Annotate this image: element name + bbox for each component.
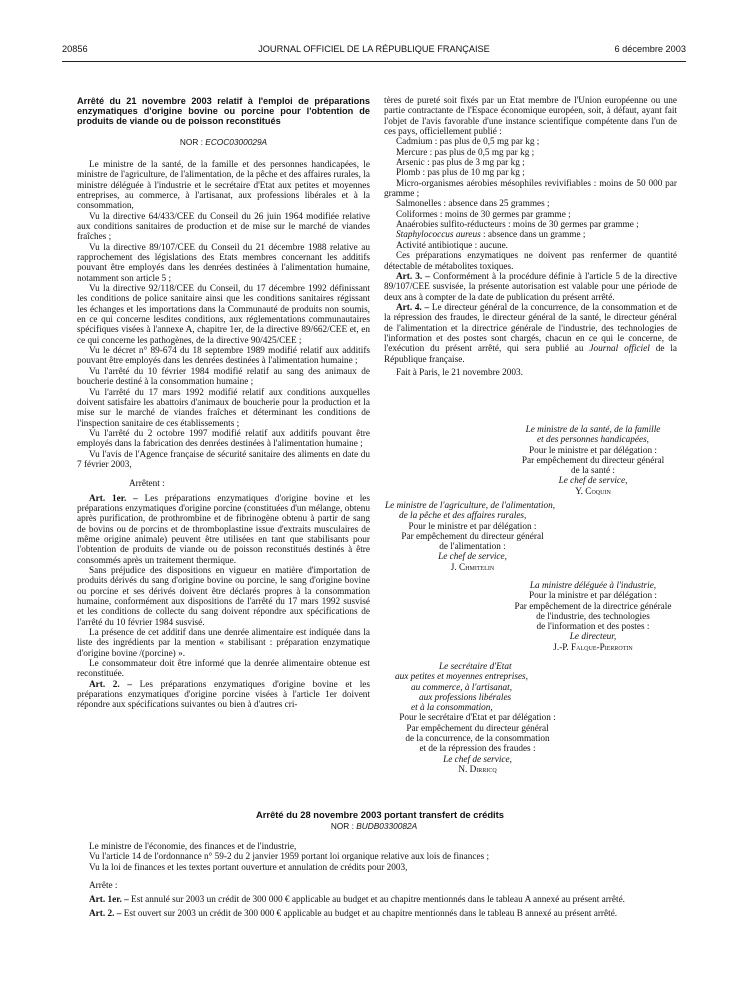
signature-line: Par empêchement du directeur général [406, 723, 549, 734]
journal-title: JOURNAL OFFICIEL DE LA RÉPUBLIQUE FRANÇAISE [258, 44, 490, 54]
signature-line: Le secrétaire d'Etat [439, 662, 512, 672]
article-4: Art. 4. – Le directeur général de la concurrence, de la consommation et de la répression des fraudes, le directeur général de la santé, le directeur général de l'alimentation et la directrice générale de l'industrie, des technologies de l'information et des postes sont chargés, chacun en ce qui le concerne, de l'exécution du présent arrêté, qui sera publié au Journal officiel de la République française. [384, 302, 678, 365]
signature-line: au commerce, à l'artisanat, [411, 682, 513, 693]
spec-toxic: Ces préparations enzymatiques ne doivent pas renfermer de quantité détectable de métabolites toxiques. [384, 251, 677, 272]
signature-line: J.-P. Falque-Pierrotin [553, 642, 633, 653]
spec-item: Anaérobies sulfito-réducteurs : moins de 30 germes par gramme ; [396, 220, 639, 231]
visa-paragraph: Vu la directive 89/107/CEE du Conseil du 21 décembre 1988 relative au rapprochement des législations des Etats membres concernant les additifs pouvant être employés dans les denrées destinées à l'alimentation humaine, notamment son article 5 ; [77, 242, 370, 284]
second-article-1: Art. 1er. – Est annulé sur 2003 un crédit de 300 000 € applicable au budget et au chapitre mentionnés dans le tableau A annexé au présent arrêté. [89, 895, 625, 906]
signature-line: Pour la ministre et par délégation : [529, 591, 657, 602]
spec-item: Micro-organismes aérobies mésophiles revivifiables : moins de 50 000 par gramme ; [384, 178, 677, 200]
signature-line: Le chef de service, [443, 754, 512, 765]
signature-line: de l'alimentation : [439, 542, 506, 553]
spec-item: Plomb : pas plus de 10 mg par kg ; [396, 168, 525, 179]
signature-line: N. Dirricq [458, 764, 497, 775]
article-1: Art. 1er. – Les préparations enzymatiques d'origine bovine et les préparations enzymatiques d'origine porcine (constituées d'un mélange, obtenu après purification, de prothrombine et de fibrinogène obtenu à partir de sang de bovins ou de porcins et de thromboplastine issue d'extraits musculaires de même origine animale) peuvent être utilisées en tant que stabilisants pour l'obtention de produits de viande ou de poisson reconstitués destinés à être consommés après un traitement thermique. [77, 493, 370, 566]
signature-industrie [508, 581, 678, 653]
signature-line: Le ministre de la santé, de la famille [525, 425, 661, 435]
spec-antibiotic: Activité antibiotique : aucune. [396, 240, 508, 251]
signature-line: Par empêchement du directeur général [401, 531, 544, 542]
spec-item: Salmonelles : absence dans 25 grammes ; [396, 199, 550, 210]
signature-secretaire-etat [385, 662, 570, 775]
signature-line: aux petites et moyennes entreprises, [395, 672, 528, 683]
signature-sante [508, 425, 678, 497]
page-header [62, 44, 686, 58]
second-decree [77, 810, 671, 919]
signature-line: La ministre déléguée à l'industrie, [529, 581, 657, 591]
spec-staph: Staphylococcus aureus : absence dans un gramme ; [396, 230, 586, 241]
visa-paragraph: Vu la directive 92/118/CEE du Conseil, du 17 décembre 1992 définissant les conditions de police sanitaire ainsi que les conditions sanitaires régissant les échanges et les importations dans la Communauté de produits non soumis, en ce qui concerne lesdites conditions, aux réglementations communautaires spécifiques visées à l'annexe A, chapitre 1er, de la directive 89/662/CEE et, en ce qui concerne les pathogènes, de la directive 90/425/CEE ; [77, 284, 370, 346]
page-number: 20856 [62, 44, 88, 54]
fait-a-paris: Fait à Paris, le 21 novembre 2003. [396, 367, 523, 378]
left-column [77, 96, 370, 711]
header-rule [62, 61, 686, 62]
signature-line: Pour le ministre et par délégation : [529, 445, 657, 456]
second-visa-3: Vu la loi de finances et les textes portant ouverture et annulation de crédits pour 2003, [89, 862, 408, 873]
article-3: Art. 3. – Conformément à la procédure définie à l'article 5 de la directive 89/107/CEE susvisée, la présente autorisation est valable pour une période de deux ans à compter de la date de publication du présent arrêté. [384, 271, 677, 303]
issue-date: 6 décembre 2003 [614, 44, 686, 54]
signature-line: Pour le ministre et par délégation : [408, 521, 537, 532]
signature-line: de l'industrie, des technologies [536, 611, 650, 622]
visa-paragraph: Vu l'arrêté du 17 mars 1992 modifié relatif aux conditions auxquelles doivent satisfaire les abattoirs d'animaux de boucherie pour la production et la mise sur le marché de viandes fraîches et déterminant les conditions de l'inspection sanitaire de ces établissements ; [77, 387, 370, 429]
signature-line: de l'information et des postes : [536, 622, 650, 633]
signature-line: Y. Coquin [575, 486, 611, 497]
signature-agriculture [385, 501, 560, 573]
second-arrete-heading: Arrête : [89, 881, 118, 892]
signature-line: et des personnes handicapées, [536, 435, 649, 446]
signature-line: Par empêchement de la directrice générale [514, 601, 672, 612]
visa-paragraph: Vu le décret n° 89-674 du 18 septembre 1989 modifié relatif aux additifs pouvant être employés dans les denrées destinées à l'alimentation humaine ; [77, 346, 370, 367]
signature-line: Le directeur, [569, 632, 617, 643]
signature-line: Le ministre de l'agriculture, de l'alimentation, [385, 501, 556, 511]
article-2-continued: tères de pureté soit fixés par un Etat membre de l'Union européenne ou une partie contractante de l'Espace économique européen, soit, à défaut, ayant fait l'objet de l'avis favorable d'une instance scientifique compétente dans l'un de ces pays, officiellement publié : [384, 96, 677, 138]
signature-line: Par empêchement du directeur général [521, 455, 665, 466]
signature-line: J. Chmitelin [450, 562, 495, 573]
signature-line: Pour le secrétaire d'Etat et par délégation : [399, 713, 556, 724]
visa-paragraph: Le ministre de la santé, de la famille et des personnes handicapées, le ministre de l'agriculture, de l'alimentation, de la pêche et des affaires rurales, la ministre déléguée à l'industrie et le secrétaire d'Etat aux petites et moyennes entreprises, au commerce, à l'artisanat, aux professions libérales et à la consommation, [77, 159, 370, 212]
right-column [384, 96, 677, 378]
visa-paragraph: Vu l'arrêté du 2 octobre 1997 modifié relatif aux additifs pouvant être employés dans la fabrication des denrées destinées à l'alimentation humaine ; [77, 428, 370, 450]
signature-line: de la santé : [571, 466, 615, 477]
signature-line: aux professions libérales [419, 692, 512, 703]
signature-line: et à la consommation, [411, 703, 493, 714]
second-decree-title: Arrêté du 28 novembre 2003 portant transfert de crédits [256, 809, 504, 820]
signature-line: de la concurrence, de la consommation [405, 734, 550, 745]
second-visa-2: Vu l'article 14 de l'ordonnance n° 59-2 du 2 janvier 1959 portant loi organique relative aux lois de finances ; [89, 852, 490, 863]
signature-line: Le chef de service, [438, 552, 507, 563]
article-1-para-3: La présence de cet additif dans une denrée alimentaire est indiquée dans la liste des ingrédients par la mention « stabilisant : préparation enzymatique d'origine bovine /(porcine) ». [77, 628, 370, 659]
visa-paragraph: Vu l'arrêté du 10 février 1984 modifié relatif au sang des animaux de boucherie destiné à la consommation humaine ; [77, 366, 370, 388]
spec-item: Coliformes : moins de 30 germes par gramme ; [396, 209, 571, 220]
arrete-heading: Arrêtent : [129, 479, 165, 490]
visa-paragraph: Vu la directive 64/433/CEE du Conseil du 26 juin 1964 modifiée relative aux conditions sanitaires de production et de mise sur le marché de viandes fraîches ; [77, 211, 370, 243]
signature-line: Le chef de service, [558, 476, 628, 487]
article-1-para-4: Le consommateur doit être informé que la denrée alimentaire obtenue est reconstituée. [77, 659, 370, 680]
nor-reference: NOR : ECOC0300029A [179, 136, 268, 147]
visa-list [77, 160, 370, 470]
signature-line: et de la répression des fraudes : [419, 744, 536, 755]
article-2: Art. 2. – Les préparations enzymatiques d'origine bovine et les préparations enzymatiques d'origine porcine visées à l'article 1er doivent répondre aux spécifications suivantes ou bien à d'autres cri- [77, 679, 370, 711]
spec-item: Cadmium : pas plus de 0,5 mg par kg ; [396, 137, 540, 148]
decree-title: Arrêté du 21 novembre 2003 relatif à l'emploi de préparations enzymatiques d'origine bovine ou porcine pour l'obtention de produits de viande ou de poisson reconstitués [77, 96, 370, 127]
signature-line: de la pêche et des affaires rurales, [399, 511, 527, 522]
second-visa-1: Le ministre de l'économie, des finances et de l'industrie, [89, 841, 297, 852]
spec-list [384, 137, 677, 230]
spec-item: Arsenic : pas plus de 3 mg par kg ; [396, 158, 525, 169]
second-nor-reference: NOR : BUDB0330082A [330, 821, 418, 832]
second-article-2: Art. 2. – Est ouvert sur 2003 un crédit de 300 000 € applicable au budget et au chapitre mentionnés dans le tableau B annexé au présent arrêté. [89, 908, 618, 919]
article-1-para-2: Sans préjudice des dispositions en vigueur en matière d'importation de produits dérivés du sang d'origine bovine ou porcine, le sang d'origine bovine ou porcine et ses dérivés doivent être déclarés propres à la consommation humaine, conformément aux dispositions de l'arrêté du 17 mars 1992 susvisé et les conditions de collecte du sang doivent répondre aux spécifications de l'arrêté du 10 février 1984 susvisé. [77, 566, 370, 628]
spec-item: Mercure : pas plus de 0,5 mg par kg ; [396, 147, 535, 158]
visa-paragraph: Vu l'avis de l'Agence française de sécurité sanitaire des aliments en date du 7 février 2003, [77, 449, 370, 470]
